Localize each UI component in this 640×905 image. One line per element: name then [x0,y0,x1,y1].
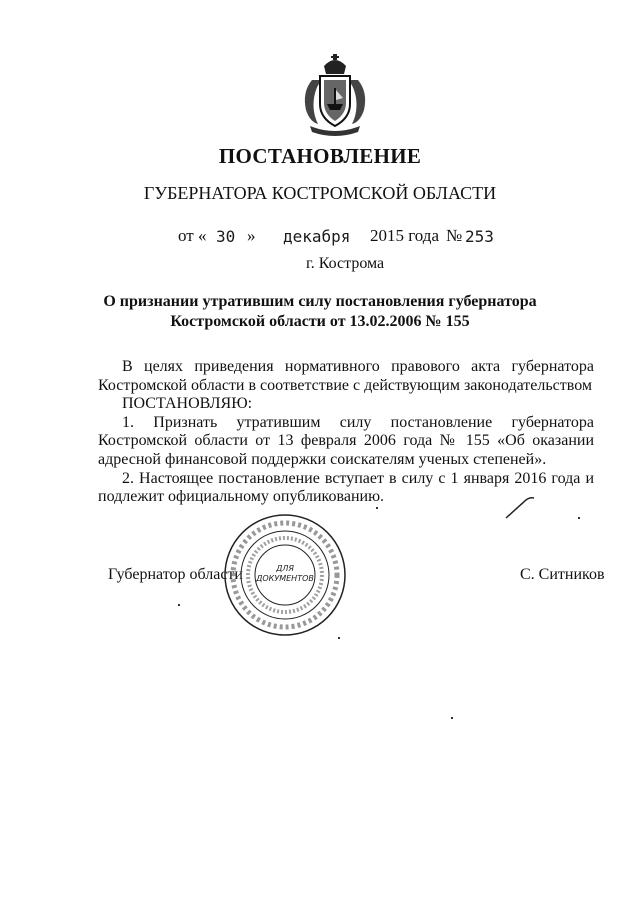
stamp-center-line-2: ДОКУМЕНТОВ [256,574,314,583]
scan-speck [578,517,580,519]
document-heading [0,292,640,332]
signature-stroke [504,496,540,525]
date-month: декабря [283,227,351,246]
city-line: г. Кострома [306,255,385,272]
date-day: 30 [216,227,236,246]
paragraph-intro: В целях приведения нормативного правового акта губернатора Костромской области в соответствие с действующим законодательством [98,358,594,394]
heading-line-1: О признании утратившим силу постановления губернатора [103,293,537,310]
date-year: 2015 года [370,226,440,245]
scan-speck [178,604,180,606]
document-title: ПОСТАНОВЛЕНИЕ [218,144,422,168]
item-2: 2. Настоящее постановление вступает в силу с 1 января 2016 года и подлежит официальному опубликованию. [98,469,594,506]
decree-word: ПОСТАНОВЛЯЮ: [122,395,253,413]
number-sign: № [446,226,463,245]
official-stamp [222,512,348,638]
document-body [98,358,594,507]
signer-name: С. Ситников [520,566,605,583]
scan-speck [376,507,378,509]
issuer-subtitle: ГУБЕРНАТОРА КОСТРОМСКОЙ ОБЛАСТИ [143,183,497,203]
heading-line-2: Костромской области от 13.02.2006 № 155 [170,313,470,330]
scan-speck [451,717,453,719]
signer-title: Губернатор области [108,566,243,583]
coat-of-arms-emblem [298,52,372,136]
date-close-quote: » [247,226,256,245]
date-prefix: от « [178,226,207,245]
scan-speck [338,637,340,639]
document-number: 253 [465,227,494,246]
item-1: 1. Признать утратившим силу постановление губернатора Костромской области от 13 февраля 2006 года № 155 «Об оказании адресной финансовой поддержки соискателям ученых степеней». [98,413,594,468]
stamp-center-line-1: ДЛЯ [276,564,294,573]
